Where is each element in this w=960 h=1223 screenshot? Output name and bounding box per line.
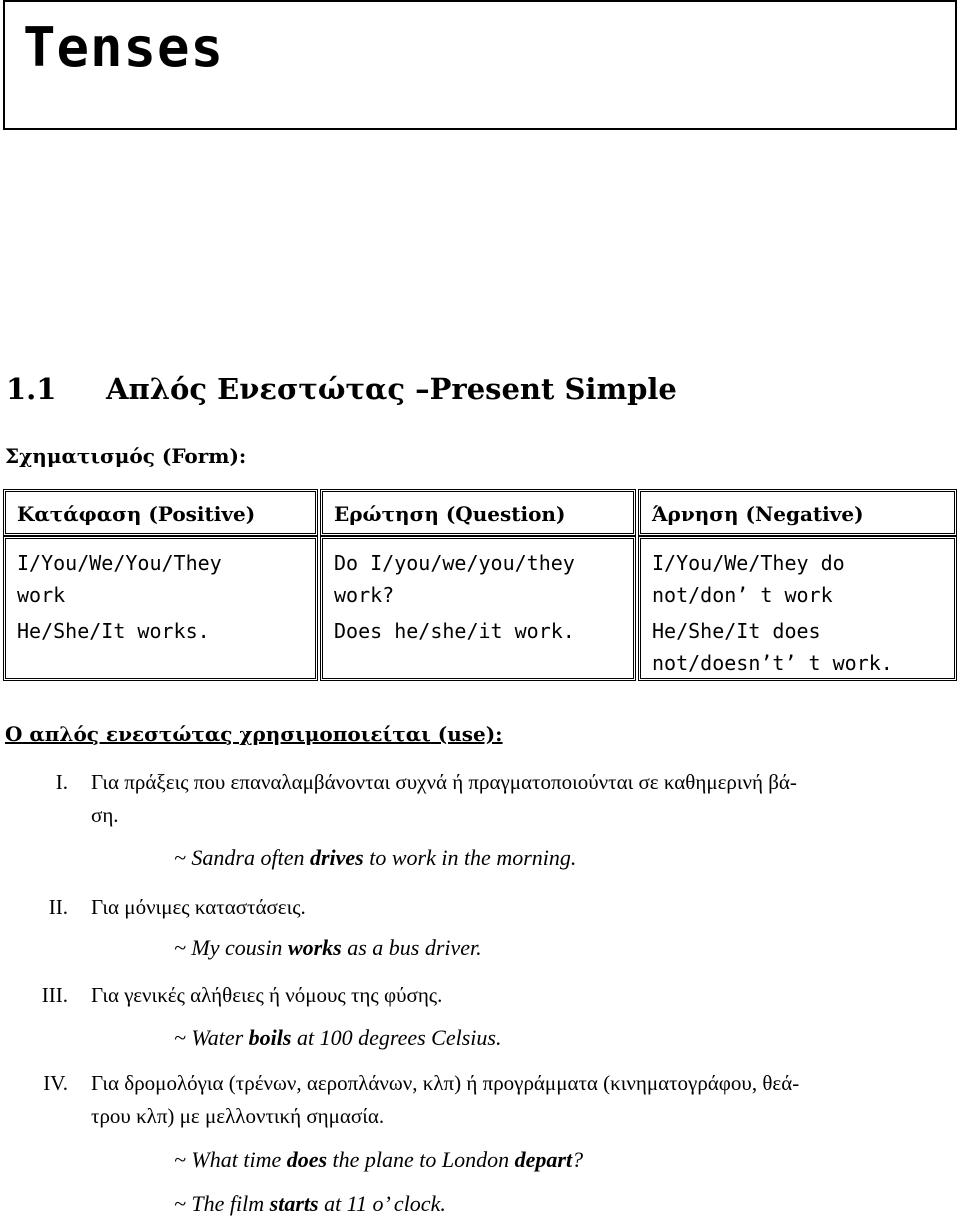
uses-label: Ο απλός ενεστώτας χρησιμοποιείται (use):: [5, 722, 503, 746]
use-item-line: Για γενικές αλήθειες ή νόμους της φύσης.: [91, 983, 443, 1007]
use-item-text: [91, 1067, 799, 1133]
cell-question: [320, 536, 636, 681]
use-numeral: II.: [48, 895, 68, 919]
negative-line: not/doesn’t’ t work.: [652, 651, 893, 675]
header-question: Ερώτηση (Question): [320, 489, 636, 536]
question-line: Does he/she/it work.: [334, 619, 575, 643]
section-heading: [6, 369, 677, 409]
use-item-text: [91, 891, 306, 924]
negative-line: not/don’ t work: [652, 583, 833, 607]
use-example: ~ The film starts at 11 o’ clock.: [174, 1191, 446, 1216]
cell-negative: [638, 536, 957, 681]
use-item-line: τρου κλπ) με μελλοντική σημασία.: [91, 1104, 385, 1128]
use-numeral: III.: [41, 983, 68, 1007]
positive-line: I/You/We/You/They: [17, 551, 222, 575]
use-example: ~ What time does the plane to London depart?: [174, 1147, 584, 1172]
form-label: Σχηματισμός (Form):: [5, 444, 247, 468]
use-numeral: I.: [55, 770, 68, 794]
page-title: Tenses: [23, 16, 225, 79]
use-numeral: IV.: [43, 1071, 68, 1095]
cell-positive: [3, 536, 318, 681]
use-item-text: [91, 979, 442, 1012]
use-item-line: Για μόνιμες καταστάσεις.: [91, 895, 306, 919]
header-negative: Άρνηση (Negative): [638, 489, 957, 536]
header-positive: Κατάφαση (Positive): [3, 489, 318, 536]
use-item-line: Για δρομολόγια (τρένων, αεροπλάνων, κλπ) ή προγράμματα (κινηματογράφου, θεά-: [91, 1071, 800, 1095]
negative-line: I/You/We/They do: [652, 551, 845, 575]
question-line: Do I/you/we/you/they: [334, 551, 575, 575]
positive-line: work: [17, 583, 66, 607]
use-example: ~ Water boils at 100 degrees Celsius.: [174, 1025, 502, 1050]
section-number: 1.1: [6, 372, 57, 406]
use-item-text: [91, 766, 797, 832]
use-item-line: ση.: [91, 803, 119, 827]
use-example: ~ My cousin works as a bus driver.: [174, 935, 482, 960]
use-example: ~ Sandra often drives to work in the morning.: [174, 845, 577, 870]
question-line: work?: [334, 583, 395, 607]
title-box: [3, 0, 957, 130]
positive-line: He/She/It works.: [17, 619, 210, 643]
negative-line: He/She/It does: [652, 619, 821, 643]
use-item-line: Για πράξεις που επαναλαμβάνονται συχνά ή πραγματοποιούνται σε καθημερινή βά-: [91, 770, 797, 794]
section-title: Απλός Ενεστώτας –Present Simple: [106, 372, 677, 406]
